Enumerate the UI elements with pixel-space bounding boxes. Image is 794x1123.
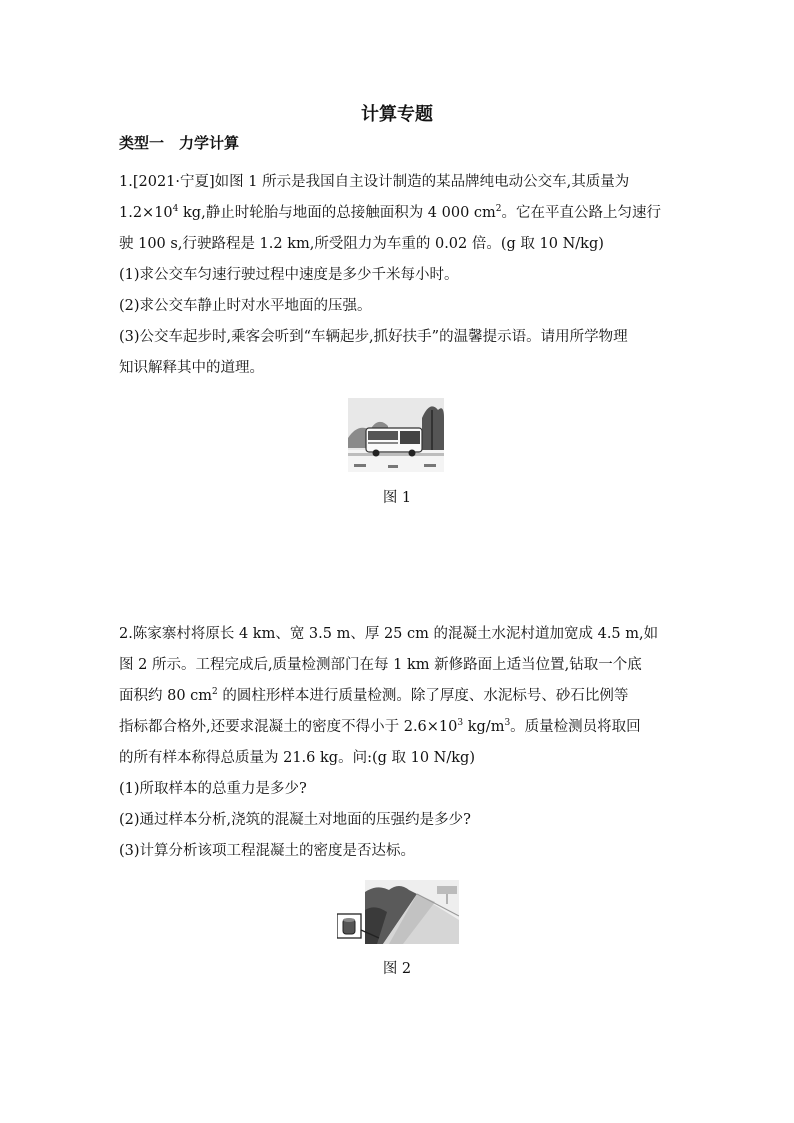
q2-line-4-b: kg/m <box>463 719 505 735</box>
q2-line-4-c: 。质量检测员将取回 <box>510 719 641 735</box>
q1-line-3: 驶 100 s,行驶路程是 1.2 km,所受阻力为车重的 0.02 倍。(g 取 10 N/kg) <box>119 236 604 252</box>
q2-line-4-sup2: 3 <box>504 718 511 728</box>
q2-part-2: (2)通过样本分析,浇筑的混凝土对地面的压强约是多少? <box>119 812 471 828</box>
q2-part-1: (1)所取样本的总重力是多少? <box>119 781 307 797</box>
q1-part-3b: 知识解释其中的道理。 <box>119 360 264 376</box>
q1-part-1: (1)求公交车匀速行驶过程中速度是多少千米每小时。 <box>119 267 459 283</box>
q1-line-2-b: kg,静止时轮胎与地面的总接触面积为 4 000 cm <box>178 205 496 221</box>
q2-line-5: 的所有样本称得总质量为 21.6 kg。问:(g 取 10 N/kg) <box>119 750 475 766</box>
q1-part-2: (2)求公交车静止时对水平地面的压强。 <box>119 298 372 314</box>
q1-part-3a: (3)公交车起步时,乘客会听到“车辆起步,抓好扶手”的温馨提示语。请用所学物理 <box>119 329 628 345</box>
q1-line-2-sup2: 2 <box>495 204 502 214</box>
q1-line-2 <box>119 203 679 223</box>
q2-line-3-sup: 2 <box>212 687 218 697</box>
road-photo <box>337 880 459 944</box>
q2-line-3-b: 的圆柱形样本进行质量检测。除了厚度、水泥标号、砂石比例等 <box>217 688 629 704</box>
bus-photo <box>348 398 444 472</box>
q2-part-3: (3)计算分析该项工程混凝土的密度是否达标。 <box>119 843 416 859</box>
q1-line-1: 1.[2021·宁夏]如图 1 所示是我国自主设计制造的某品牌纯电动公交车,其质量为 <box>119 174 630 190</box>
section-heading: 类型一 力学计算 <box>119 134 240 152</box>
q2-line-2: 图 2 所示。工程完成后,质量检测部门在每 1 km 新修路面上适当位置,钻取一个底 <box>119 657 642 673</box>
q1-line-2-c: 。它在平直公路上匀速行 <box>501 205 662 221</box>
q2-line-4-a: 指标都合格外,还要求混凝土的密度不得小于 2.6×10 <box>119 719 458 735</box>
figure-2-caption: 图 2 <box>382 961 412 977</box>
page-title: 计算专题 <box>361 104 433 125</box>
q1-line-2-a: 1.2×10 <box>119 205 173 221</box>
q2-line-4 <box>119 717 679 737</box>
q2-line-1: 2.陈家寨村将原长 4 km、宽 3.5 m、厚 25 cm 的混凝土水泥村道加宽成 4.5 m,如 <box>119 626 659 642</box>
q2-line-4-sup: 3 <box>457 718 464 728</box>
q2-line-3 <box>119 686 679 706</box>
q1-line-2-sup: 4 <box>172 204 179 214</box>
q2-line-3-a: 面积约 80 cm <box>119 688 213 704</box>
figure-1-caption: 图 1 <box>382 490 412 506</box>
